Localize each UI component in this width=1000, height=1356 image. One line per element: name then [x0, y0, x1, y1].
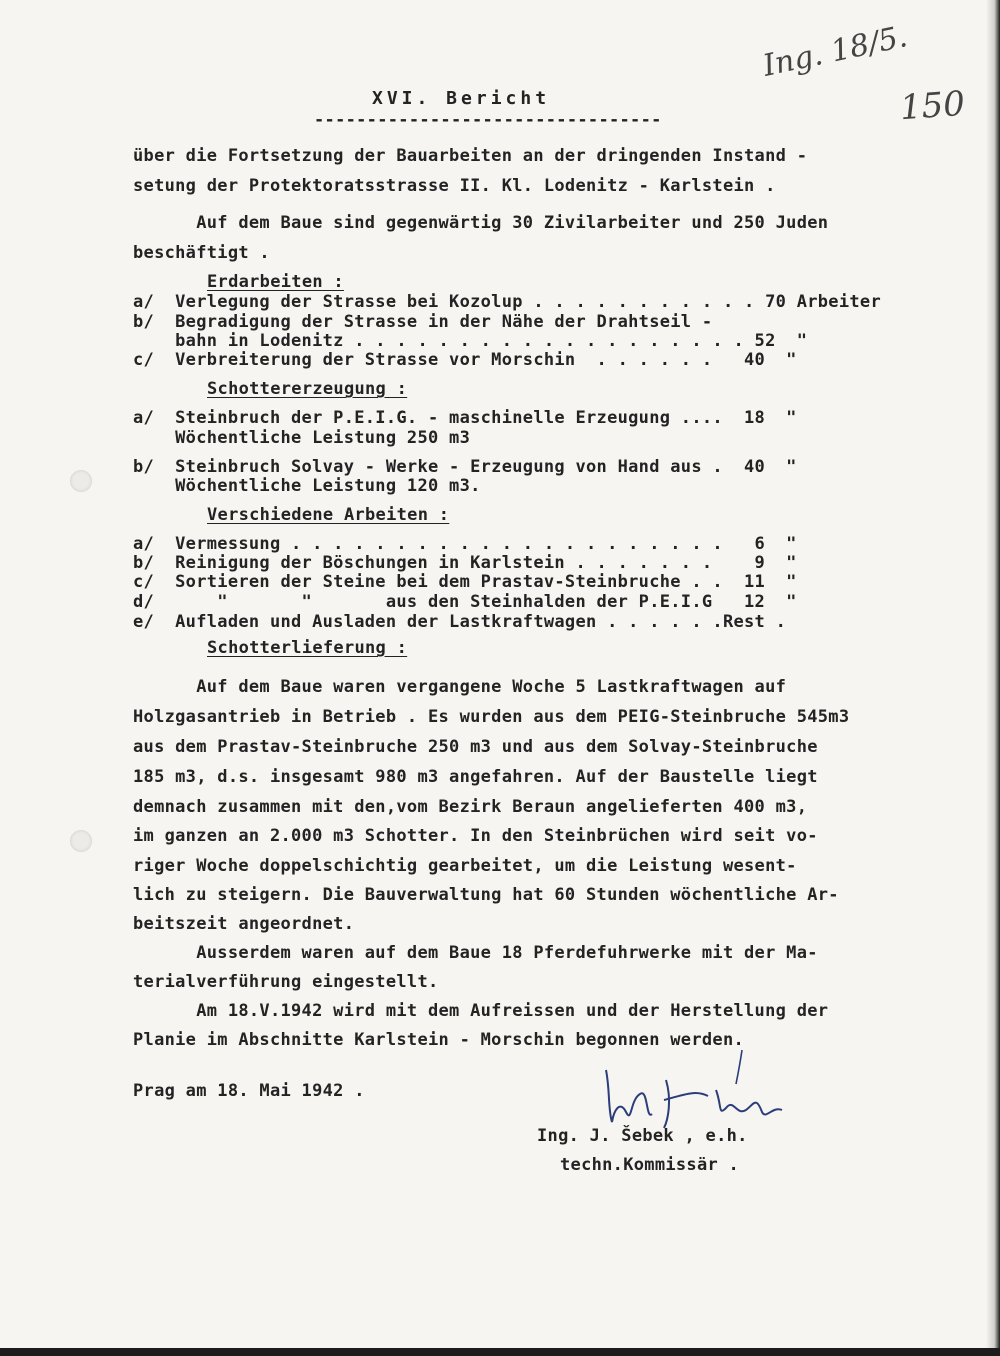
signature-name: Ing. J. Šebek , e.h.: [537, 1126, 748, 1146]
paragraph-line: 185 m3, d.s. insgesamt 980 m3 angefahren. Auf der Baustelle liegt: [133, 767, 818, 787]
paragraph-line: Ausserdem waren auf dem Baue 18 Pferdefuhrwerke mit der Ma-: [133, 943, 818, 963]
intro-line: setung der Protektoratsstrasse II. Kl. Lodenitz - Karlstein .: [133, 176, 776, 196]
list-item: c/ Verbreiterung der Strasse vor Morschin . . . . . . 40 ": [133, 350, 797, 370]
list-item: a/ Vermessung . . . . . . . . . . . . . . . . . . . . . 6 ": [133, 534, 797, 554]
paragraph-line: riger Woche doppelschichtig gearbeitet, um die Leistung wesent-: [133, 856, 797, 876]
list-item: c/ Sortieren der Steine bei dem Prastav-Steinbruche . . 11 ": [133, 572, 797, 592]
section-heading-erdarbeiten: Erdarbeiten :: [207, 272, 344, 292]
section-heading-verschiedene: Verschiedene Arbeiten :: [207, 505, 450, 525]
paragraph-line: lich zu steigern. Die Bauverwaltung hat 60 Stunden wöchentliche Ar-: [133, 885, 839, 905]
section-heading-schottererzeugung: Schottererzeugung :: [207, 379, 408, 399]
paragraph-line: Auf dem Baue waren vergangene Woche 5 Lastkraftwagen auf: [133, 677, 787, 697]
section-heading-schotterlieferung: Schotterlieferung :: [207, 638, 408, 658]
list-item: bahn in Lodenitz . . . . . . . . . . . . . . . . . . . 52 ": [133, 331, 808, 351]
scan-edge-right: [986, 0, 1000, 1356]
scan-edge-bottom: [0, 1348, 1000, 1356]
intro-line: über die Fortsetzung der Bauarbeiten an der dringenden Instand -: [133, 146, 808, 166]
paragraph-line: demnach zusammen mit den,vom Bezirk Beraun angelieferten 400 m3,: [133, 797, 808, 817]
list-item: d/ " " aus den Steinhalden der P.E.I.G 12 ": [133, 592, 797, 612]
document-title: XVI. Bericht: [372, 88, 551, 109]
paragraph-line: Holzgasantrieb in Betrieb . Es wurden aus dem PEIG-Steinbruche 545m3: [133, 707, 850, 727]
paragraph-line: beitszeit angeordnet.: [133, 914, 355, 934]
list-item: b/ Steinbruch Solvay - Werke - Erzeugung von Hand aus . 40 ": [133, 457, 797, 477]
list-item: e/ Aufladen und Ausladen der Lastkraftwagen . . . . . .Rest .: [133, 612, 787, 632]
list-item: a/ Steinbruch der P.E.I.G. - maschinelle Erzeugung .... 18 ": [133, 408, 797, 428]
punch-hole-upper: [70, 470, 92, 492]
title-underline: ---------------------------------: [314, 110, 662, 130]
handwritten-page-number: 150: [898, 83, 967, 129]
handwritten-annotation-top: Ing. 18/5.: [759, 19, 911, 84]
signature-role: techn.Kommissär .: [560, 1155, 740, 1175]
workers-line: beschäftigt .: [133, 243, 270, 263]
punch-hole-lower: [70, 830, 92, 852]
list-item: a/ Verlegung der Strasse bei Kozolup . . . . . . . . . . . 70 Arbeiter: [133, 292, 881, 312]
workers-line: Auf dem Baue sind gegenwärtig 30 Zivilarbeiter und 250 Juden: [133, 213, 829, 233]
list-item: b/ Begradigung der Strasse in der Nähe der Drahtseil -: [133, 312, 713, 332]
paragraph-line: Planie im Abschnitte Karlstein - Morschin begonnen werden.: [133, 1030, 745, 1050]
paragraph-line: Am 18.V.1942 wird mit dem Aufreissen und der Herstellung der: [133, 1001, 829, 1021]
place-date: Prag am 18. Mai 1942 .: [133, 1081, 365, 1101]
list-item: b/ Reinigung der Böschungen in Karlstein . . . . . . . 9 ": [133, 553, 797, 573]
list-item: Wöchentliche Leistung 250 m3: [133, 428, 471, 448]
paragraph-line: aus dem Prastav-Steinbruche 250 m3 und aus dem Solvay-Steinbruche: [133, 737, 818, 757]
paragraph-line: terialverführung eingestellt.: [133, 972, 439, 992]
list-item: Wöchentliche Leistung 120 m3.: [133, 476, 481, 496]
paragraph-line: im ganzen an 2.000 m3 Schotter. In den Steinbrüchen wird seit vo-: [133, 826, 818, 846]
